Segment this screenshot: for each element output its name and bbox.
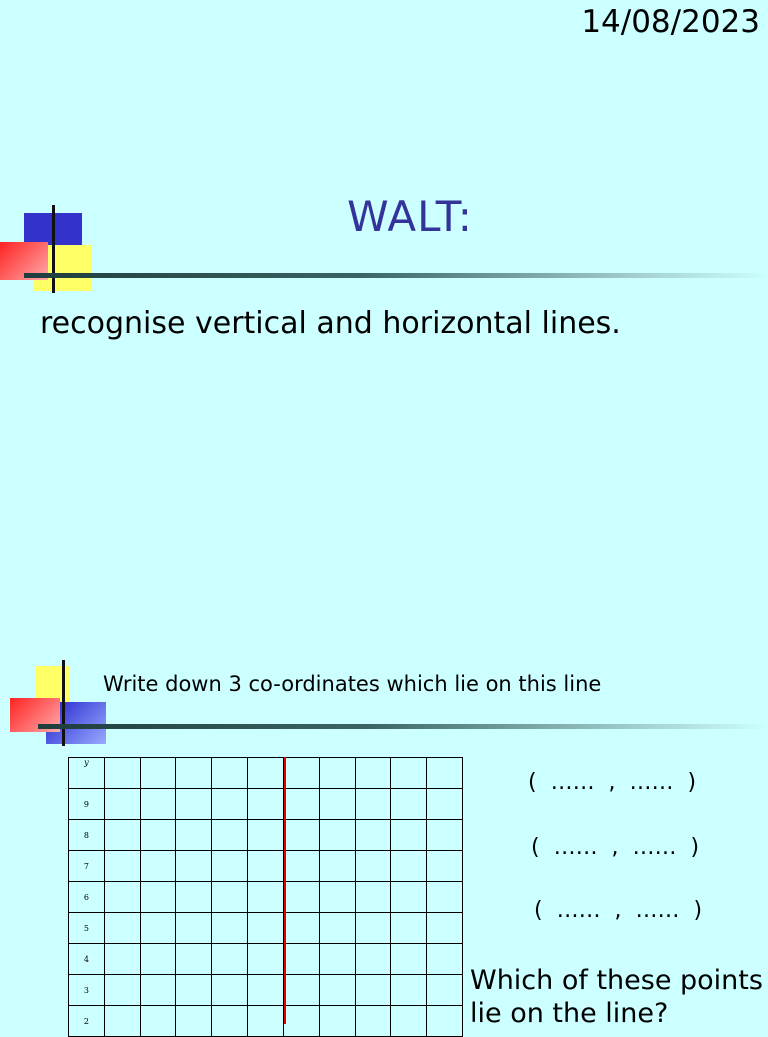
row-label: 6	[69, 882, 105, 913]
row-label: 9	[69, 789, 105, 820]
coordinate-grid	[68, 757, 463, 1037]
learning-objective: recognise vertical and horizontal lines.	[40, 306, 621, 341]
row-label: 5	[69, 913, 105, 944]
deco-vertical-line	[62, 660, 65, 746]
coordinate-blank-3[interactable]: ( …… , …… )	[534, 898, 703, 923]
row-label: 4	[69, 944, 105, 975]
title-rule	[24, 273, 768, 278]
row-label: 2	[69, 1006, 105, 1037]
task-instruction: Write down 3 co-ordinates which lie on this line	[103, 672, 602, 696]
y-axis-label: y	[69, 758, 105, 789]
row-label: 3	[69, 975, 105, 1006]
task-decoration	[0, 660, 90, 750]
slide-title: WALT:	[347, 192, 473, 241]
question-text: Which of these points lie on the line?	[470, 965, 763, 1029]
slide-date: 14/08/2023	[581, 4, 760, 40]
coordinate-blank-2[interactable]: ( …… , …… )	[531, 835, 700, 860]
task-rule	[38, 724, 768, 729]
row-label: 8	[69, 820, 105, 851]
coordinate-blank-1[interactable]: ( …… , …… )	[528, 770, 697, 795]
vertical-line-x5	[284, 757, 286, 1024]
row-label: 7	[69, 851, 105, 882]
